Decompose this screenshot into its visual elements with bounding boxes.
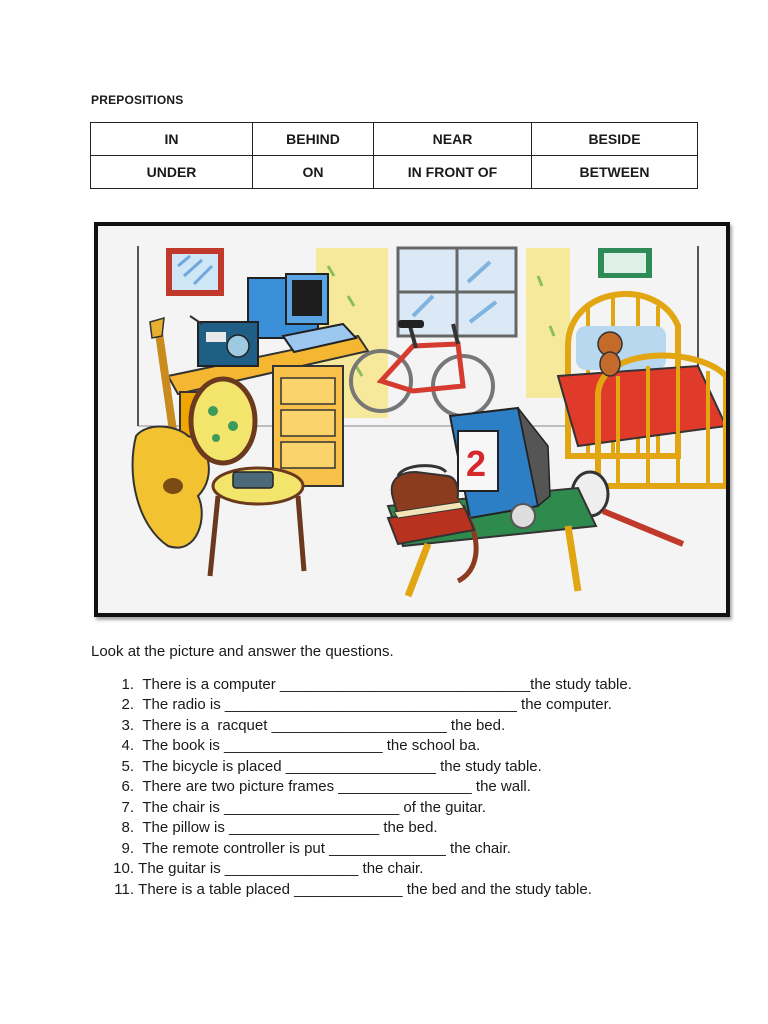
- list-item: [91, 838, 731, 859]
- question-number: 5.: [121, 757, 134, 775]
- question-text: There is a table placed _____________ the bed and the study table.: [138, 880, 592, 898]
- question-number: 2.: [121, 696, 134, 714]
- question-text: The bicycle is placed __________________ the study table.: [142, 757, 542, 775]
- question-number: 9.: [121, 839, 134, 857]
- table-cell: BESIDE: [532, 123, 698, 156]
- bedroom-illustration: [94, 222, 730, 617]
- list-item: [91, 736, 731, 757]
- question-text: There is a racquet _____________________ the bed.: [142, 716, 506, 734]
- question-text: The guitar is ________________ the chair.: [138, 860, 424, 878]
- picture-frame-left: [166, 248, 224, 296]
- list-item: [91, 674, 731, 695]
- question-number: 8.: [121, 819, 134, 837]
- table-cell: IN FRONT OF: [374, 156, 532, 189]
- question-number: 1.: [121, 675, 134, 693]
- list-item: [91, 818, 731, 839]
- list-item: [91, 879, 731, 900]
- instruction-text: Look at the picture and answer the questions.: [91, 643, 394, 660]
- worksheet-heading: PREPOSITIONS: [91, 93, 184, 107]
- tv-number: 2: [466, 443, 487, 484]
- table-cell: IN: [91, 123, 253, 156]
- list-item: [91, 695, 731, 716]
- question-text: There is a computer ______________________________the study table.: [142, 675, 632, 693]
- table-cell: UNDER: [91, 156, 253, 189]
- list-item: [91, 777, 731, 798]
- radio: [190, 316, 258, 366]
- question-text: The radio is ___________________________________ the computer.: [142, 696, 612, 714]
- question-text: The pillow is __________________ the bed.: [142, 819, 438, 837]
- question-number: 4.: [121, 737, 134, 755]
- list-item: [91, 859, 731, 880]
- prepositions-table: [90, 122, 698, 189]
- question-list: [91, 674, 731, 900]
- table-row: [91, 156, 698, 189]
- table-cell: ON: [253, 156, 374, 189]
- question-number: 3.: [121, 716, 134, 734]
- question-number: 10.: [113, 860, 134, 878]
- question-text: The book is ___________________ the school ba.: [142, 737, 481, 755]
- question-number: 7.: [121, 798, 134, 816]
- list-item: [91, 715, 731, 736]
- table-cell: BETWEEN: [532, 156, 698, 189]
- question-number: 11.: [114, 880, 134, 898]
- question-text: The remote controller is put ______________ the chair.: [142, 839, 511, 857]
- question-number: 6.: [121, 778, 134, 796]
- table-cell: BEHIND: [253, 123, 374, 156]
- table-cell: NEAR: [374, 123, 532, 156]
- list-item: [91, 797, 731, 818]
- table-row: [91, 123, 698, 156]
- list-item: [91, 756, 731, 777]
- picture-frame-right: [598, 248, 652, 278]
- question-text: There are two picture frames ________________ the wall.: [142, 778, 531, 796]
- question-text: The chair is _____________________ of the guitar.: [142, 798, 486, 816]
